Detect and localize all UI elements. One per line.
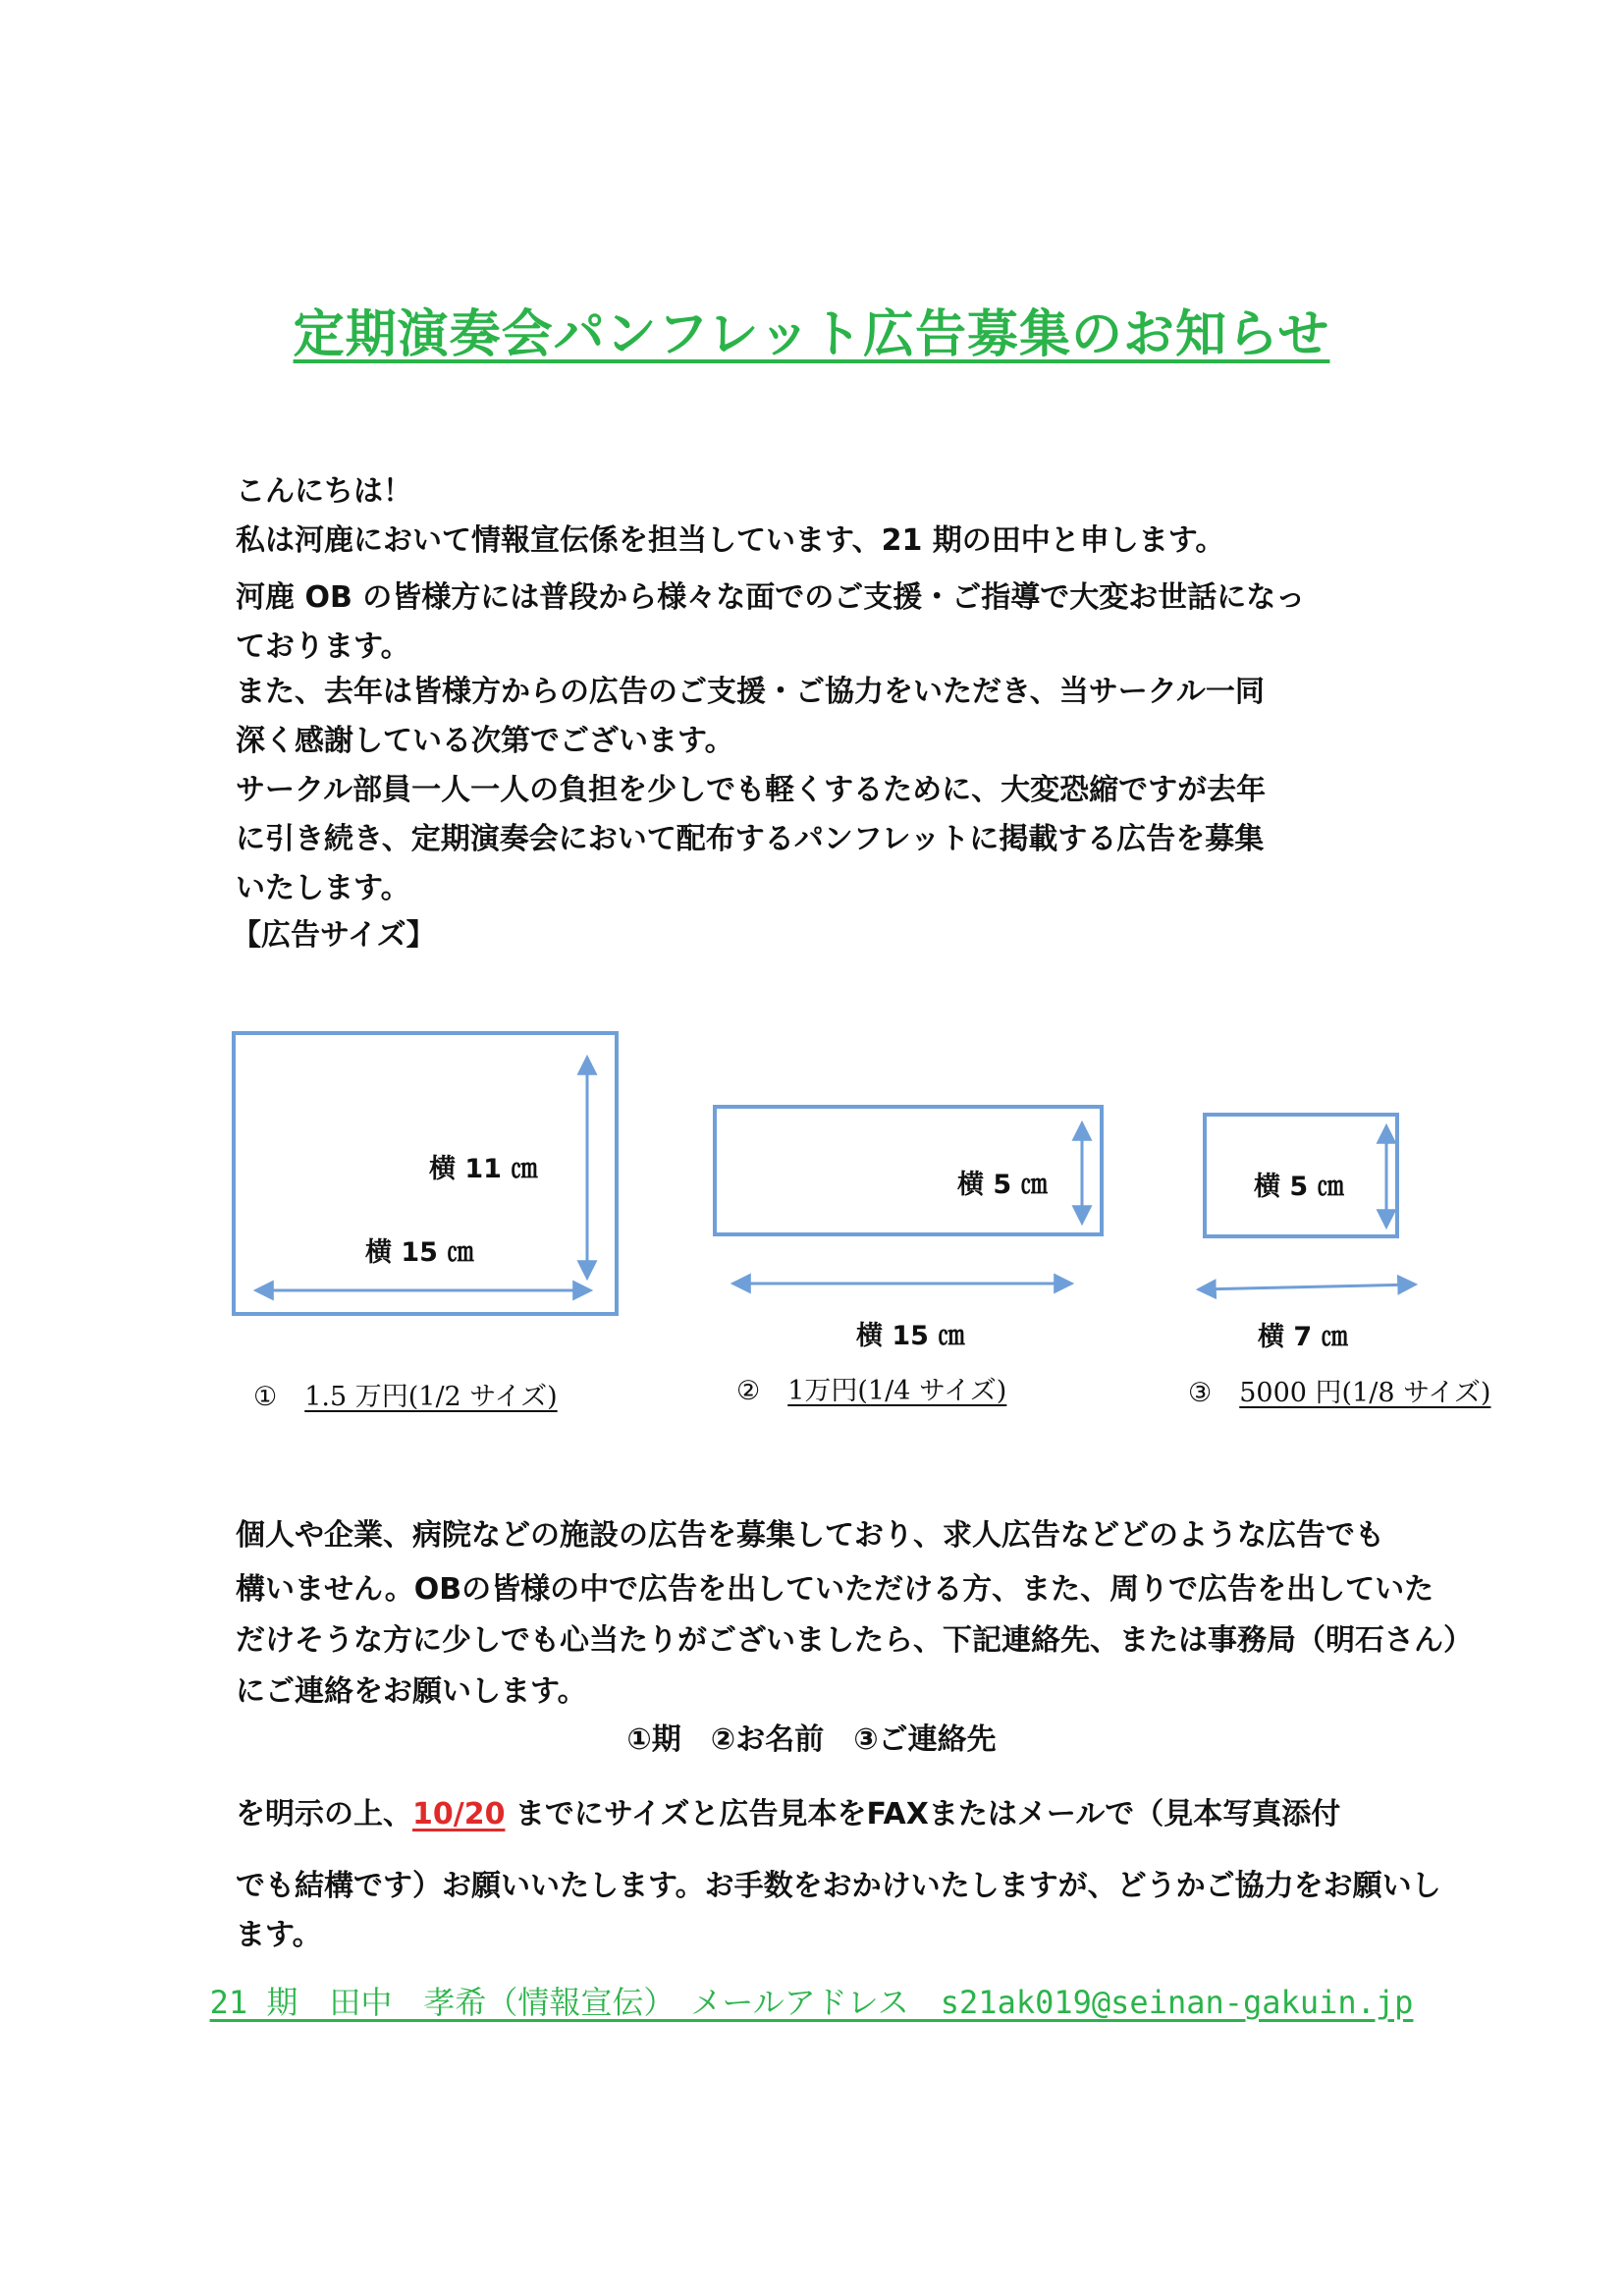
price-text: 1万円(1/4 サイズ)	[787, 1376, 1007, 1406]
intro-line: 河鹿 OB の皆様方には普段から様々な面でのご支援・ご指導で大変お世話になっ	[236, 580, 1306, 615]
intro-line: に引き続き、定期演奏会において配布するパンフレットに掲載する広告を募集	[236, 822, 1265, 856]
intro-line: 私は河鹿において情報宣伝係を担当しています、21 期の田中と申します。	[236, 523, 1225, 558]
height-label-3: 横 5 ㎝	[1254, 1172, 1344, 1202]
width-label-2: 横 15 ㎝	[856, 1321, 965, 1351]
price-option-3	[1188, 1371, 1490, 1409]
price-option-1	[253, 1375, 558, 1413]
width-arrow-3	[1200, 1285, 1414, 1289]
price-text: 1.5 万円(1/2 サイズ)	[304, 1382, 558, 1412]
closing-prefix: を明示の上、	[236, 1797, 412, 1831]
body-line: 構いません。OBの皆様の中で広告を出していただける方、また、周りで広告を出していた	[236, 1572, 1434, 1607]
body-line: にご連絡をお願いします。	[236, 1674, 587, 1709]
price-marker: ②	[736, 1376, 761, 1406]
section-heading: 【広告サイズ】	[232, 918, 436, 953]
closing-line-1	[236, 1789, 1453, 1832]
contact-line: 21 期 田中 孝希（情報宣伝） メールアドレス s21ak019@seinan-gakuin.jp	[209, 1984, 1414, 2021]
body-line: 個人や企業、病院などの施設の広告を募集しており、求人広告などどのような広告でも	[236, 1518, 1384, 1553]
closing-suffix: までにサイズと広告見本をFAXまたはメールで（見本写真添付	[505, 1797, 1341, 1831]
width-label-3: 横 7 ㎝	[1258, 1322, 1348, 1352]
body-line: だけそうな方に少しでも心当たりがございましたら、下記連絡先、または事務局（明石さん）	[236, 1623, 1473, 1658]
closing-line-3: ます。	[236, 1918, 322, 1952]
deadline-date: 10/20	[412, 1797, 506, 1831]
height-label-1: 横 11 ㎝	[429, 1154, 538, 1184]
price-option-2	[736, 1369, 1006, 1407]
intro-line: 深く感謝している次第でございます。	[236, 724, 734, 758]
required-items: ①期 ②お名前 ③ご連絡先	[626, 1722, 997, 1757]
closing-line-2: でも結構です）お願いいたします。お手数をおかけいたしますが、どうかご協力をお願いし	[236, 1869, 1441, 1903]
height-label-2: 横 5 ㎝	[957, 1170, 1048, 1200]
intro-line: また、去年は皆様方からの広告のご支援・ご協力をいただき、当サークル一同	[236, 675, 1265, 709]
intro-line: こんにちは！	[236, 474, 412, 509]
intro-line: いたします。	[236, 871, 410, 905]
page-title: 定期演奏会パンフレット広告募集のお知らせ	[293, 305, 1330, 364]
price-marker: ③	[1188, 1378, 1213, 1408]
price-text: 5000 円(1/8 サイズ)	[1239, 1378, 1491, 1408]
intro-line: ております。	[236, 629, 410, 664]
price-marker: ①	[253, 1382, 278, 1412]
intro-line: サークル部員一人一人の負担を少しでも軽くするために、大変恐縮ですが去年	[236, 773, 1267, 807]
width-label-1: 横 15 ㎝	[365, 1237, 474, 1268]
